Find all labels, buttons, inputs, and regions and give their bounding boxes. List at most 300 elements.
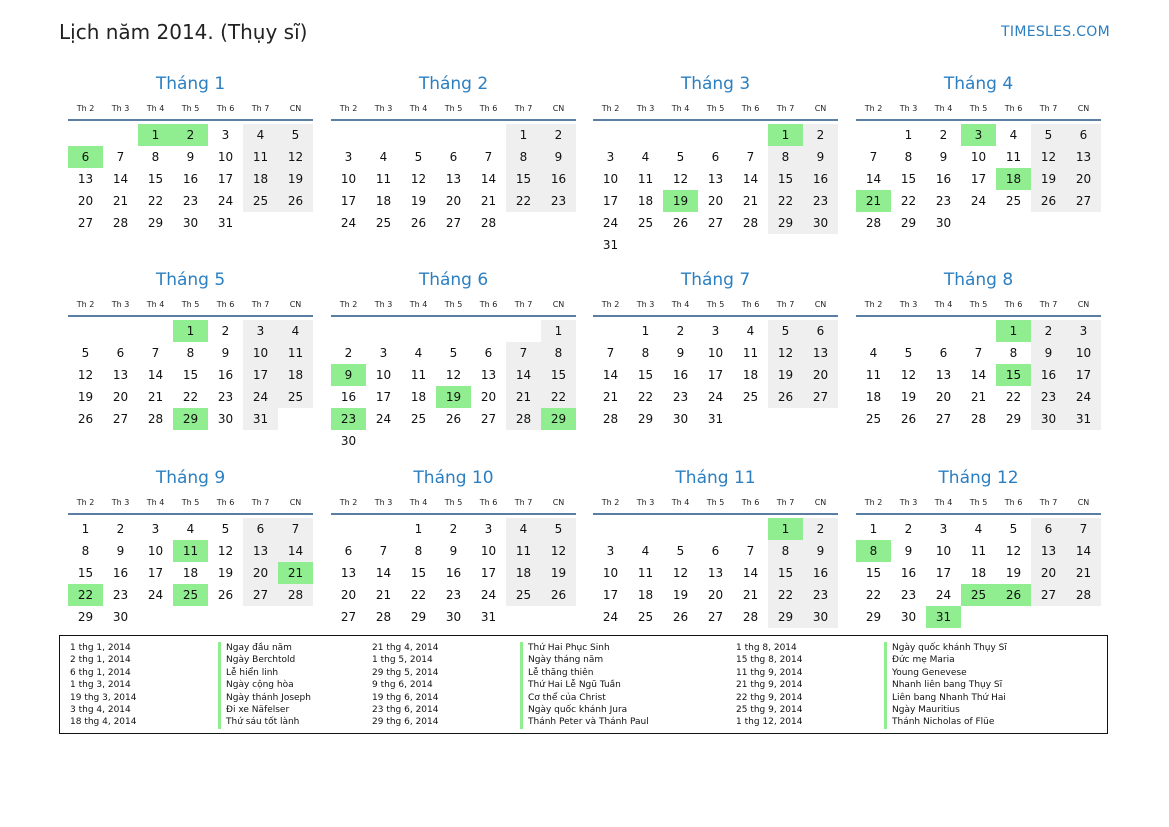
empty-cell — [733, 234, 768, 256]
day-cell: 10 — [147, 544, 164, 558]
day-cell: 13 — [445, 172, 462, 186]
day-cell: 25 — [637, 216, 654, 230]
week-row — [593, 606, 838, 628]
week-row — [593, 168, 838, 190]
day-cell: 18 — [182, 566, 199, 580]
week-row — [331, 168, 576, 190]
day-cell: 23 — [803, 584, 838, 606]
day-cell: 2 — [344, 346, 353, 360]
empty-cell — [698, 124, 733, 146]
day-cell: 18 — [410, 390, 427, 404]
day-cell: 7 — [606, 346, 615, 360]
day-cell: 21 — [506, 386, 541, 408]
day-cell: 2 — [221, 324, 230, 338]
day-cell: 24 — [243, 386, 278, 408]
day-cell: 25 — [506, 584, 541, 606]
empty-cell — [1066, 212, 1101, 234]
day-cell: 20 — [935, 390, 952, 404]
week-row — [856, 386, 1101, 408]
day-cell: 9 — [221, 346, 230, 360]
day-cell: 15 — [768, 562, 803, 584]
day-cell: 12 — [77, 368, 94, 382]
header-divider — [856, 513, 1101, 515]
legend-holiday-name: Ngay đầu năm — [218, 642, 311, 654]
empty-cell — [278, 212, 313, 234]
day-cell: 20 — [112, 390, 129, 404]
weekday-label: Th 5 — [706, 498, 725, 507]
month-block — [856, 268, 1101, 430]
day-cell: 24 — [217, 194, 234, 208]
day-cell: 15 — [996, 364, 1031, 386]
week-row — [331, 386, 576, 408]
day-cell: 22 — [865, 588, 882, 602]
day-cell: 14 — [602, 368, 619, 382]
day-cell: 8 — [81, 544, 90, 558]
day-cell: 23 — [900, 588, 917, 602]
day-cell: 19 — [278, 168, 313, 190]
day-cell: 27 — [340, 610, 357, 624]
weekday-label: Th 4 — [934, 300, 953, 309]
day-cell: 30 — [935, 216, 952, 230]
legend-holiday-name: Ngày thánh Joseph — [218, 692, 311, 704]
day-cell: 17 — [970, 172, 987, 186]
weekday-header — [331, 298, 576, 312]
week-row — [68, 168, 313, 190]
empty-cell — [856, 124, 891, 146]
empty-cell — [663, 124, 698, 146]
day-cell: 12 — [900, 368, 917, 382]
day-cell: 11 — [742, 346, 759, 360]
weekday-header — [856, 298, 1101, 312]
day-cell: 9 — [331, 364, 366, 386]
day-cell: 25 — [637, 610, 654, 624]
day-cell: 1 — [869, 522, 878, 536]
day-cell: 4 — [1009, 128, 1018, 142]
day-cell: 27 — [1031, 584, 1066, 606]
legend-holiday-name: Lễ hiển linh — [218, 667, 311, 679]
day-cell: 16 — [182, 172, 199, 186]
day-cell: 7 — [116, 150, 125, 164]
legend-holiday-name: Thánh Nicholas of Flüe — [884, 716, 1007, 728]
month-block — [331, 268, 576, 452]
empty-cell — [208, 606, 243, 628]
legend-date: 1 thg 1, 2014 — [70, 643, 131, 653]
header-divider — [68, 119, 313, 121]
week-row — [331, 606, 576, 628]
day-cell: 26 — [278, 190, 313, 212]
weekday-label: CN — [1077, 300, 1090, 309]
empty-cell — [593, 124, 628, 146]
day-cell: 8 — [641, 346, 650, 360]
day-cell: 24 — [147, 588, 164, 602]
day-cell: 21 — [480, 194, 497, 208]
day-cell: 19 — [900, 390, 917, 404]
day-cell: 31 — [480, 610, 497, 624]
month-block — [331, 72, 576, 234]
day-cell: 26 — [217, 588, 234, 602]
day-cell: 24 — [602, 610, 619, 624]
brand-link[interactable]: TIMESLES.COM — [1001, 24, 1110, 40]
weekday-label: Th 3 — [111, 300, 130, 309]
day-cell: 10 — [243, 342, 278, 364]
day-cell: 2 — [541, 124, 576, 146]
day-cell: 18 — [996, 168, 1031, 190]
empty-cell — [401, 124, 436, 146]
legend-date: 1 thg 3, 2014 — [70, 680, 131, 691]
header-divider — [593, 315, 838, 317]
day-cell: 11 — [506, 540, 541, 562]
day-cell: 8 — [186, 346, 195, 360]
legend-name-column — [218, 642, 311, 729]
day-cell: 13 — [77, 172, 94, 186]
day-cell: 7 — [278, 518, 313, 540]
page-title: Lịch năm 2014. (Thụy sĩ) — [59, 20, 308, 44]
day-cell: 19 — [436, 386, 471, 408]
weekday-label: CN — [552, 300, 565, 309]
day-cell: 5 — [278, 124, 313, 146]
day-cell: 18 — [243, 168, 278, 190]
empty-cell — [628, 518, 663, 540]
day-cell: 28 — [865, 216, 882, 230]
header-divider — [593, 119, 838, 121]
day-cell: 8 — [856, 540, 891, 562]
legend-holiday-name: Ngày tháng năm — [520, 654, 649, 666]
day-cell: 24 — [602, 216, 619, 230]
day-cell: 6 — [449, 150, 458, 164]
day-cell: 16 — [340, 390, 357, 404]
empty-cell — [698, 518, 733, 540]
day-cell: 12 — [445, 368, 462, 382]
day-cell: 31 — [707, 412, 724, 426]
day-cell: 24 — [707, 390, 724, 404]
empty-cell — [366, 518, 401, 540]
day-cell: 21 — [375, 588, 392, 602]
day-cell: 31 — [602, 238, 619, 252]
weekday-label: Th 3 — [636, 104, 655, 113]
day-cell: 2 — [676, 324, 685, 338]
day-cell: 6 — [1066, 124, 1101, 146]
day-cell: 6 — [711, 150, 720, 164]
week-row — [331, 430, 576, 452]
legend-date: 29 thg 5, 2014 — [372, 667, 439, 678]
day-cell: 12 — [541, 540, 576, 562]
day-cell: 4 — [974, 522, 983, 536]
day-cell: 10 — [217, 150, 234, 164]
empty-cell — [506, 212, 541, 234]
weekday-label: Th 5 — [181, 104, 200, 113]
day-cell: 23 — [331, 408, 366, 430]
day-cell: 30 — [445, 610, 462, 624]
week-row — [856, 190, 1101, 212]
day-cell: 13 — [803, 342, 838, 364]
day-cell: 10 — [1066, 342, 1101, 364]
weekday-label: Th 4 — [409, 300, 428, 309]
week-row — [856, 124, 1101, 146]
day-cell: 3 — [606, 544, 615, 558]
day-cell: 11 — [637, 172, 654, 186]
week-row — [856, 342, 1101, 364]
day-cell: 19 — [77, 390, 94, 404]
weekday-label: Th 6 — [1004, 498, 1023, 507]
legend-date-column — [736, 642, 802, 729]
empty-cell — [366, 320, 401, 342]
day-cell: 21 — [278, 562, 313, 584]
weekday-label: Th 2 — [76, 498, 95, 507]
day-cell: 29 — [768, 212, 803, 234]
empty-cell — [628, 234, 663, 256]
empty-cell — [593, 320, 628, 342]
day-cell: 20 — [707, 588, 724, 602]
empty-cell — [68, 320, 103, 342]
day-cell: 4 — [414, 346, 423, 360]
empty-cell — [436, 320, 471, 342]
day-cell: 31 — [243, 408, 278, 430]
weekday-header — [68, 496, 313, 510]
day-cell: 17 — [480, 566, 497, 580]
day-cell: 10 — [602, 172, 619, 186]
day-cell: 21 — [856, 190, 891, 212]
weekday-label: Th 6 — [741, 300, 760, 309]
day-cell: 5 — [904, 346, 913, 360]
day-cell: 19 — [217, 566, 234, 580]
day-cell: 1 — [768, 124, 803, 146]
day-cell: 1 — [996, 320, 1031, 342]
day-cell: 5 — [676, 544, 685, 558]
day-cell: 15 — [900, 172, 917, 186]
day-cell: 21 — [742, 588, 759, 602]
day-cell: 29 — [768, 606, 803, 628]
day-cell: 10 — [375, 368, 392, 382]
day-cell: 12 — [217, 544, 234, 558]
week-row — [68, 408, 313, 430]
month-block — [331, 466, 576, 628]
weekday-label: Th 3 — [899, 104, 918, 113]
legend-date: 2 thg 1, 2014 — [70, 655, 131, 666]
day-cell: 25 — [375, 216, 392, 230]
weekday-label: Th 4 — [409, 498, 428, 507]
month-block — [593, 72, 838, 256]
week-row — [331, 364, 576, 386]
day-cell: 13 — [340, 566, 357, 580]
day-cell: 30 — [217, 412, 234, 426]
day-cell: 1 — [768, 518, 803, 540]
day-cell: 9 — [676, 346, 685, 360]
weekday-label: Th 7 — [1039, 104, 1058, 113]
week-row — [593, 146, 838, 168]
day-cell: 9 — [803, 540, 838, 562]
day-cell: 1 — [81, 522, 90, 536]
month-block — [68, 268, 313, 430]
day-cell: 16 — [445, 566, 462, 580]
day-cell: 2 — [116, 522, 125, 536]
legend-holiday-name: Liên bang Nhanh Thứ Hai — [884, 692, 1007, 704]
day-cell: 6 — [939, 346, 948, 360]
day-cell: 4 — [746, 324, 755, 338]
day-cell: 15 — [182, 368, 199, 382]
week-row — [331, 146, 576, 168]
legend-holiday-name: Ngày Mauritius — [884, 704, 1007, 716]
day-cell: 22 — [768, 190, 803, 212]
day-cell: 14 — [480, 172, 497, 186]
day-cell: 16 — [803, 562, 838, 584]
legend-date: 18 thg 4, 2014 — [70, 717, 137, 728]
legend-date: 3 thg 4, 2014 — [70, 704, 131, 715]
day-cell: 23 — [935, 194, 952, 208]
day-cell: 12 — [410, 172, 427, 186]
week-row — [68, 342, 313, 364]
empty-cell — [173, 606, 208, 628]
weekday-label: Th 3 — [899, 300, 918, 309]
day-cell: 15 — [541, 364, 576, 386]
week-row — [593, 364, 838, 386]
week-row — [68, 518, 313, 540]
weekday-label: Th 6 — [1004, 300, 1023, 309]
day-cell: 2 — [939, 128, 948, 142]
day-cell: 27 — [77, 216, 94, 230]
week-row — [331, 212, 576, 234]
weekday-label: Th 3 — [899, 498, 918, 507]
day-cell: 25 — [742, 390, 759, 404]
day-cell: 1 — [506, 124, 541, 146]
weekday-header — [593, 102, 838, 116]
empty-cell — [996, 212, 1031, 234]
day-cell: 5 — [1009, 522, 1018, 536]
weekday-label: Th 5 — [444, 498, 463, 507]
day-cell: 5 — [81, 346, 90, 360]
empty-cell — [506, 606, 541, 628]
day-cell: 23 — [445, 588, 462, 602]
day-cell: 31 — [217, 216, 234, 230]
weekday-label: Th 4 — [671, 498, 690, 507]
weekday-label: Th 2 — [339, 104, 358, 113]
day-cell: 16 — [803, 168, 838, 190]
week-row — [331, 562, 576, 584]
weekday-label: Th 6 — [741, 498, 760, 507]
week-row — [68, 606, 313, 628]
day-cell: 3 — [711, 324, 720, 338]
week-row — [68, 124, 313, 146]
empty-cell — [541, 212, 576, 234]
day-cell: 26 — [410, 216, 427, 230]
week-row — [68, 190, 313, 212]
day-cell: 4 — [278, 320, 313, 342]
day-cell: 25 — [865, 412, 882, 426]
day-cell: 6 — [344, 544, 353, 558]
day-cell: 4 — [243, 124, 278, 146]
day-cell: 19 — [672, 588, 689, 602]
day-cell: 11 — [970, 544, 987, 558]
day-cell: 1 — [904, 128, 913, 142]
day-cell: 28 — [742, 216, 759, 230]
day-cell: 18 — [742, 368, 759, 382]
day-cell: 14 — [742, 566, 759, 580]
legend-date: 9 thg 6, 2014 — [372, 680, 433, 691]
legend-holiday-name: Young Genevese — [884, 667, 1007, 679]
day-cell: 8 — [414, 544, 423, 558]
month-title: Tháng 11 — [675, 468, 756, 488]
day-cell: 12 — [768, 342, 803, 364]
legend-date: 1 thg 8, 2014 — [736, 643, 797, 653]
day-cell: 2 — [803, 518, 838, 540]
empty-cell — [926, 320, 961, 342]
legend-date: 29 thg 6, 2014 — [372, 717, 439, 728]
day-cell: 26 — [672, 216, 689, 230]
empty-cell — [243, 212, 278, 234]
day-cell: 1 — [641, 324, 650, 338]
header-divider — [856, 119, 1101, 121]
month-block — [856, 466, 1101, 628]
empty-cell — [996, 606, 1031, 628]
day-cell: 18 — [506, 562, 541, 584]
empty-cell — [436, 124, 471, 146]
weekday-label: CN — [289, 104, 302, 113]
day-cell: 22 — [506, 190, 541, 212]
legend-date: 21 thg 4, 2014 — [372, 643, 439, 653]
day-cell: 22 — [637, 390, 654, 404]
day-cell: 17 — [1066, 364, 1101, 386]
day-cell: 17 — [707, 368, 724, 382]
day-cell: 28 — [602, 412, 619, 426]
empty-cell — [138, 606, 173, 628]
day-cell: 17 — [217, 172, 234, 186]
empty-cell — [331, 124, 366, 146]
day-cell: 29 — [1005, 412, 1022, 426]
legend-holiday-name: Thứ Hai Lễ Ngũ Tuần — [520, 679, 649, 691]
legend-holiday-name: Nhanh liên bang Thụy Sĩ — [884, 679, 1007, 691]
day-cell: 3 — [151, 522, 160, 536]
empty-cell — [698, 234, 733, 256]
day-cell: 8 — [506, 146, 541, 168]
week-row — [68, 584, 313, 606]
empty-cell — [961, 212, 996, 234]
day-cell: 27 — [480, 412, 497, 426]
weekday-label: Th 5 — [444, 104, 463, 113]
legend-date-column — [70, 642, 136, 729]
day-cell: 26 — [996, 584, 1031, 606]
weekday-header — [331, 102, 576, 116]
day-cell: 28 — [1066, 584, 1101, 606]
weekday-label: CN — [814, 104, 827, 113]
weekday-label: Th 7 — [514, 300, 533, 309]
week-row — [68, 364, 313, 386]
day-cell: 29 — [900, 216, 917, 230]
weekday-label: Th 7 — [776, 104, 795, 113]
empty-cell — [803, 408, 838, 430]
day-cell: 6 — [68, 146, 103, 168]
day-cell: 17 — [935, 566, 952, 580]
day-cell: 4 — [186, 522, 195, 536]
day-cell: 6 — [116, 346, 125, 360]
day-cell: 22 — [68, 584, 103, 606]
week-row — [68, 320, 313, 342]
empty-cell — [733, 124, 768, 146]
weekday-label: CN — [814, 300, 827, 309]
day-cell: 20 — [445, 194, 462, 208]
day-cell: 12 — [1031, 146, 1066, 168]
day-cell: 14 — [865, 172, 882, 186]
day-cell: 3 — [484, 522, 493, 536]
day-cell: 11 — [865, 368, 882, 382]
weekday-label: Th 5 — [706, 300, 725, 309]
day-cell: 10 — [707, 346, 724, 360]
legend-date: 25 thg 9, 2014 — [736, 704, 803, 715]
week-row — [593, 540, 838, 562]
day-cell: 28 — [480, 216, 497, 230]
weekday-label: Th 5 — [969, 104, 988, 113]
weekday-label: Th 5 — [706, 104, 725, 113]
day-cell: 25 — [410, 412, 427, 426]
day-cell: 31 — [926, 606, 961, 628]
